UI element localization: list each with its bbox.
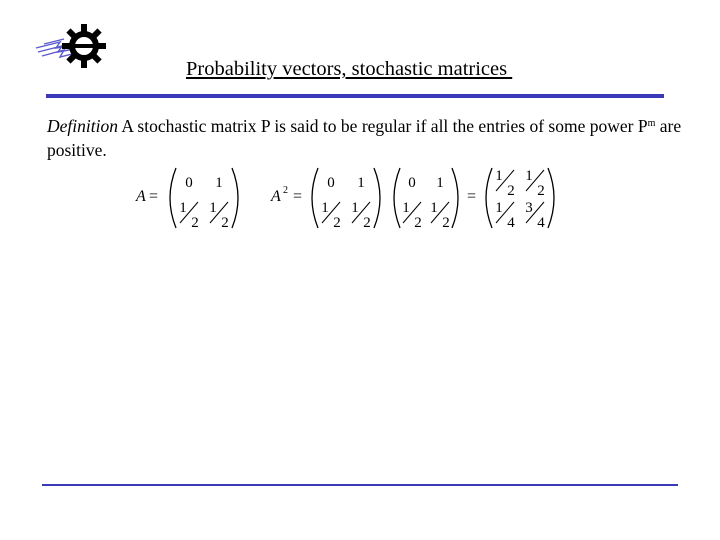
fraction-denominator: 2	[414, 215, 422, 231]
matrix-entry: 0	[327, 175, 335, 191]
gear-icon	[62, 24, 106, 68]
right-parenthesis	[548, 168, 554, 228]
slide-title: Probability vectors, stochastic matrices	[186, 58, 513, 80]
equals-sign: =	[467, 188, 477, 205]
fraction-numerator: 1	[351, 200, 359, 216]
fraction-denominator: 2	[442, 215, 450, 231]
matrices-layer	[170, 168, 554, 231]
fraction-numerator: 1	[495, 168, 503, 184]
fraction-numerator: 3	[525, 200, 533, 216]
definition-label: Definition	[47, 116, 118, 136]
left-parenthesis	[170, 168, 176, 228]
fraction-denominator: 2	[221, 215, 229, 231]
matrix-entry: 1	[436, 175, 444, 191]
right-parenthesis	[232, 168, 238, 228]
equals-sign: =	[293, 188, 303, 205]
fraction-denominator: 4	[537, 215, 545, 231]
right-parenthesis	[452, 168, 458, 228]
fraction-denominator: 2	[537, 183, 545, 199]
left-parenthesis	[394, 168, 400, 228]
left-parenthesis	[312, 168, 318, 228]
fraction-numerator: 1	[402, 200, 410, 216]
definition-text-end: are positive.	[47, 116, 682, 160]
matrix-a2-symbol: A	[271, 188, 281, 205]
a2-exponent: 2	[283, 185, 288, 196]
fraction-denominator: 2	[191, 215, 199, 231]
matrix-entry: 0	[408, 175, 416, 191]
university-gear-logo	[34, 24, 106, 68]
fraction-denominator: 2	[363, 215, 371, 231]
fraction-numerator: 1	[495, 200, 503, 216]
right-parenthesis	[374, 168, 380, 228]
equals-sign: =	[149, 188, 159, 205]
definition-text: A stochastic matrix P is said to be regular if all the entries of some power P	[117, 116, 648, 136]
fraction-denominator: 2	[507, 183, 515, 199]
matrix-entry: 1	[357, 175, 365, 191]
left-parenthesis	[486, 168, 492, 228]
matrix-entry: 0	[185, 175, 193, 191]
power-exponent: m	[647, 118, 656, 129]
fraction-denominator: 4	[507, 215, 515, 231]
definition-paragraph	[47, 112, 687, 162]
fraction-numerator: 1	[525, 168, 533, 184]
fraction-numerator: 1	[430, 200, 438, 216]
matrix-a-symbol: A	[136, 188, 146, 205]
fraction-denominator: 2	[333, 215, 341, 231]
matrix-equations	[130, 160, 570, 234]
fraction-numerator: 1	[209, 200, 217, 216]
matrix-entry: 1	[215, 175, 223, 191]
fraction-numerator: 1	[179, 200, 187, 216]
fraction-numerator: 1	[321, 200, 329, 216]
title-divider	[46, 94, 664, 98]
footer-divider	[42, 484, 678, 486]
